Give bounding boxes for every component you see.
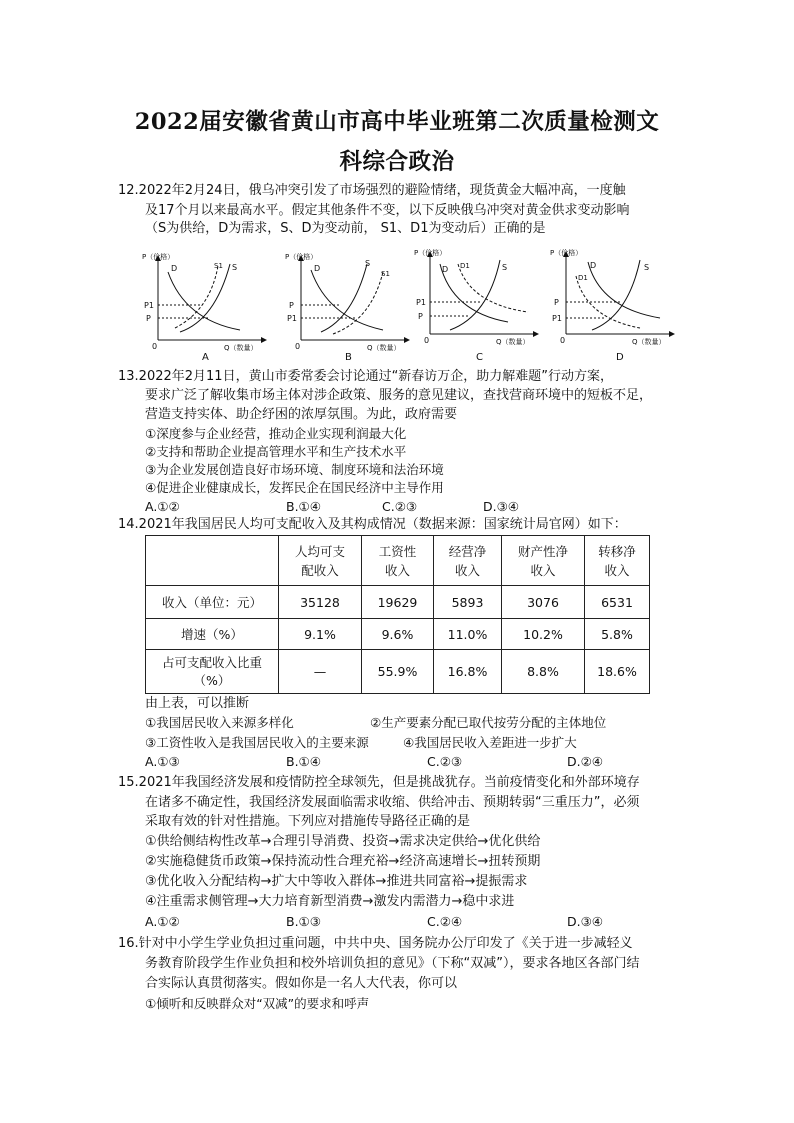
- table-row: [146, 586, 650, 619]
- q12-line-2: 及17个月以来最高水平。假定其他条件不变，以下反映俄乌冲突对黄金供求变动影响: [145, 203, 630, 218]
- supply-demand-graph-c: [412, 246, 542, 362]
- q14-after-table: 由上表，可以推断: [145, 696, 250, 711]
- q16-line-3: 合实际认真贯彻落实。假如你是一名人大代表，你可以: [145, 976, 458, 991]
- table-cell: 9.1%: [279, 619, 362, 650]
- page-title-line2: 科综合政治: [339, 149, 455, 175]
- option-a: A.①②: [145, 499, 180, 514]
- table-cell: 5893: [434, 586, 502, 619]
- d-label: D: [314, 264, 321, 273]
- table-cell: 5.8%: [585, 619, 650, 650]
- table-cell: 6531: [585, 586, 650, 619]
- q15-statement-2: ②实施稳健货币政策→保持流动性合理充裕→经济高速增长→扭转预期: [145, 854, 541, 869]
- income-table: [145, 535, 650, 694]
- q-axis-label: Q（数量）: [632, 338, 666, 346]
- q14-statement-1: ①我国居民收入来源多样化: [145, 715, 294, 730]
- origin-label: 0: [152, 342, 158, 351]
- p-label: P: [554, 298, 559, 307]
- d1-label: D1: [578, 274, 588, 282]
- option-c: C.②④: [427, 914, 463, 929]
- s1-label: S1: [214, 262, 223, 270]
- q13-statement-1: ①深度参与企业经营，推动企业实现利润最大化: [145, 426, 407, 441]
- s-label: S: [232, 263, 238, 272]
- q14-statement-4: ④我国居民收入差距进一步扩大: [403, 735, 577, 750]
- table-header-cell: 财产性净 收入: [502, 536, 585, 586]
- q-axis-label: Q（数量）: [224, 344, 258, 352]
- origin-label: 0: [424, 336, 430, 345]
- q-axis-label: Q（数量）: [367, 344, 401, 352]
- graph-caption-b: B: [345, 352, 352, 362]
- option-d: D.③④: [567, 914, 604, 929]
- q13-statement-2: ②支持和帮助企业提高管理水平和生产技术水平: [145, 444, 407, 459]
- p-label: P: [289, 301, 294, 310]
- p-label: P: [146, 314, 151, 323]
- option-d: D.②④: [567, 754, 604, 769]
- d-label: D: [442, 265, 449, 274]
- option-d: D.③④: [483, 499, 520, 514]
- p-axis-label: P（价格）: [414, 249, 447, 257]
- q-axis-label: Q（数量）: [496, 338, 530, 346]
- q13-statement-3: ③为企业发展创造良好市场环境、制度环境和法治环境: [145, 462, 444, 477]
- s-label: S: [644, 263, 650, 272]
- option-c: C.②③: [427, 754, 463, 769]
- table-cell: 19629: [362, 586, 434, 619]
- table-cell: 3076: [502, 586, 585, 619]
- q16-line-2: 务教育阶段学生作业负担和校外培训负担的意见》（下称“双减”），要求各地区各部门结: [145, 956, 640, 971]
- p1-label: P1: [144, 301, 154, 310]
- p1-label: P1: [416, 298, 426, 307]
- origin-label: 0: [560, 336, 566, 345]
- supply-demand-graph-a: [140, 250, 270, 362]
- table-cell: 11.0%: [434, 619, 502, 650]
- q13-line-3: 营造支持实体、助企纾困的浓厚氛围。为此，政府需要: [145, 407, 458, 422]
- option-a: A.①③: [145, 754, 180, 769]
- p-axis-label: P（价格）: [142, 253, 175, 261]
- table-cell: 16.8%: [434, 650, 502, 694]
- q12-line-3: （S为供给，D为需求，S、D为变动前， S1、D1为变动后）正确的是: [145, 221, 546, 236]
- s1-label: S1: [381, 270, 390, 278]
- supply-demand-graph-d: [548, 246, 678, 362]
- q14-statement-3: ③工资性收入是我国居民收入的主要来源: [145, 735, 369, 750]
- table-header-cell: 工资性 收入: [362, 536, 434, 586]
- q16-line-1: 16.针对中小学生学业负担过重问题，中共中央、国务院办公厅印发了《关于进一步减轻义: [118, 936, 633, 951]
- p1-label: P1: [552, 314, 562, 323]
- p1-label: P1: [287, 314, 297, 323]
- option-b: B.①④: [286, 499, 321, 514]
- q13-statement-4: ④促进企业健康成长，发挥民企在国民经济中主导作用: [145, 480, 444, 495]
- q13-line-1: 13.2022年2月11日，黄山市委常委会讨论通过“新春访万企，助力解难题”行动方案，: [118, 369, 614, 384]
- page-title: 2022届安徽省黄山市高中毕业班第二次质量检测文: [134, 109, 660, 135]
- table-header-cell: 转移净 收入: [585, 536, 650, 586]
- q15-line-3: 采取有效的针对性措施。下列应对措施传导路径正确的是: [145, 814, 471, 829]
- d-label: D: [590, 261, 597, 270]
- q14-intro: 14.2021年我国居民人均可支配收入及其构成情况（数据来源：国家统计局官网）如下：: [118, 517, 627, 532]
- option-b: B.①④: [286, 754, 321, 769]
- table-cell: 18.6%: [585, 650, 650, 694]
- d1-label: D1: [460, 262, 470, 270]
- table-header-cell: 人均可支 配收入: [279, 536, 362, 586]
- supply-demand-graph-b: [283, 250, 413, 362]
- p-axis-label: P（价格）: [285, 253, 318, 261]
- q15-statement-4: ④注重需求侧管理→大力培育新型消费→激发内需潜力→稳中求进: [145, 894, 515, 909]
- table-cell: 10.2%: [502, 619, 585, 650]
- table-cell: 35128: [279, 586, 362, 619]
- graph-caption-c: C: [476, 352, 483, 362]
- d-label: D: [171, 264, 178, 273]
- option-b: B.①③: [286, 914, 321, 929]
- option-a: A.①②: [145, 914, 180, 929]
- table-cell: 9.6%: [362, 619, 434, 650]
- p-axis-label: P（价格）: [550, 249, 583, 257]
- origin-label: 0: [295, 342, 301, 351]
- graph-caption-d: D: [616, 352, 624, 362]
- q14-statement-2: ②生产要素分配已取代按劳分配的主体地位: [370, 715, 607, 730]
- table-header-cell: [146, 536, 279, 586]
- q15-line-1: 15.2021年我国经济发展和疫情防控全球领先，但是挑战犹存。当前疫情变化和外部环境存: [118, 775, 640, 790]
- table-cell: 55.9%: [362, 650, 434, 694]
- q12-line-1: 12.2022年2月24日，俄乌冲突引发了市场强烈的避险情绪，现货黄金大幅冲高，一度触: [118, 183, 626, 198]
- table-cell: 8.8%: [502, 650, 585, 694]
- s-label: S: [502, 263, 508, 272]
- q15-statement-3: ③优化收入分配结构→扩大中等收入群体→推进共同富裕→提振需求: [145, 874, 528, 889]
- s-label: S: [365, 259, 371, 268]
- table-row: [146, 619, 650, 650]
- graph-caption-a: A: [202, 352, 209, 362]
- table-row: [146, 650, 650, 694]
- table-cell: 占可支配收入比重 （%）: [146, 650, 279, 694]
- p-label: P: [418, 312, 423, 321]
- q16-statement-1: ①倾听和反映群众对“双减”的要求和呼声: [145, 996, 370, 1011]
- q13-line-2: 要求广泛了解收集市场主体对涉企政策、服务的意见建议，查找营商环境中的短板不足，: [145, 388, 653, 403]
- table-header-cell: 经营净 收入: [434, 536, 502, 586]
- q15-line-2: 在诸多不确定性，我国经济发展面临需求收缩、供给冲击、预期转弱“三重压力”，必须: [145, 795, 640, 810]
- option-c: C.②③: [382, 499, 418, 514]
- table-cell: 增速（%）: [146, 619, 279, 650]
- q15-statement-1: ①供给侧结构性改革→合理引导消费、投资→需求决定供给→优化供给: [145, 834, 541, 849]
- table-cell: —: [279, 650, 362, 694]
- table-cell: 收入（单位：元）: [146, 586, 279, 619]
